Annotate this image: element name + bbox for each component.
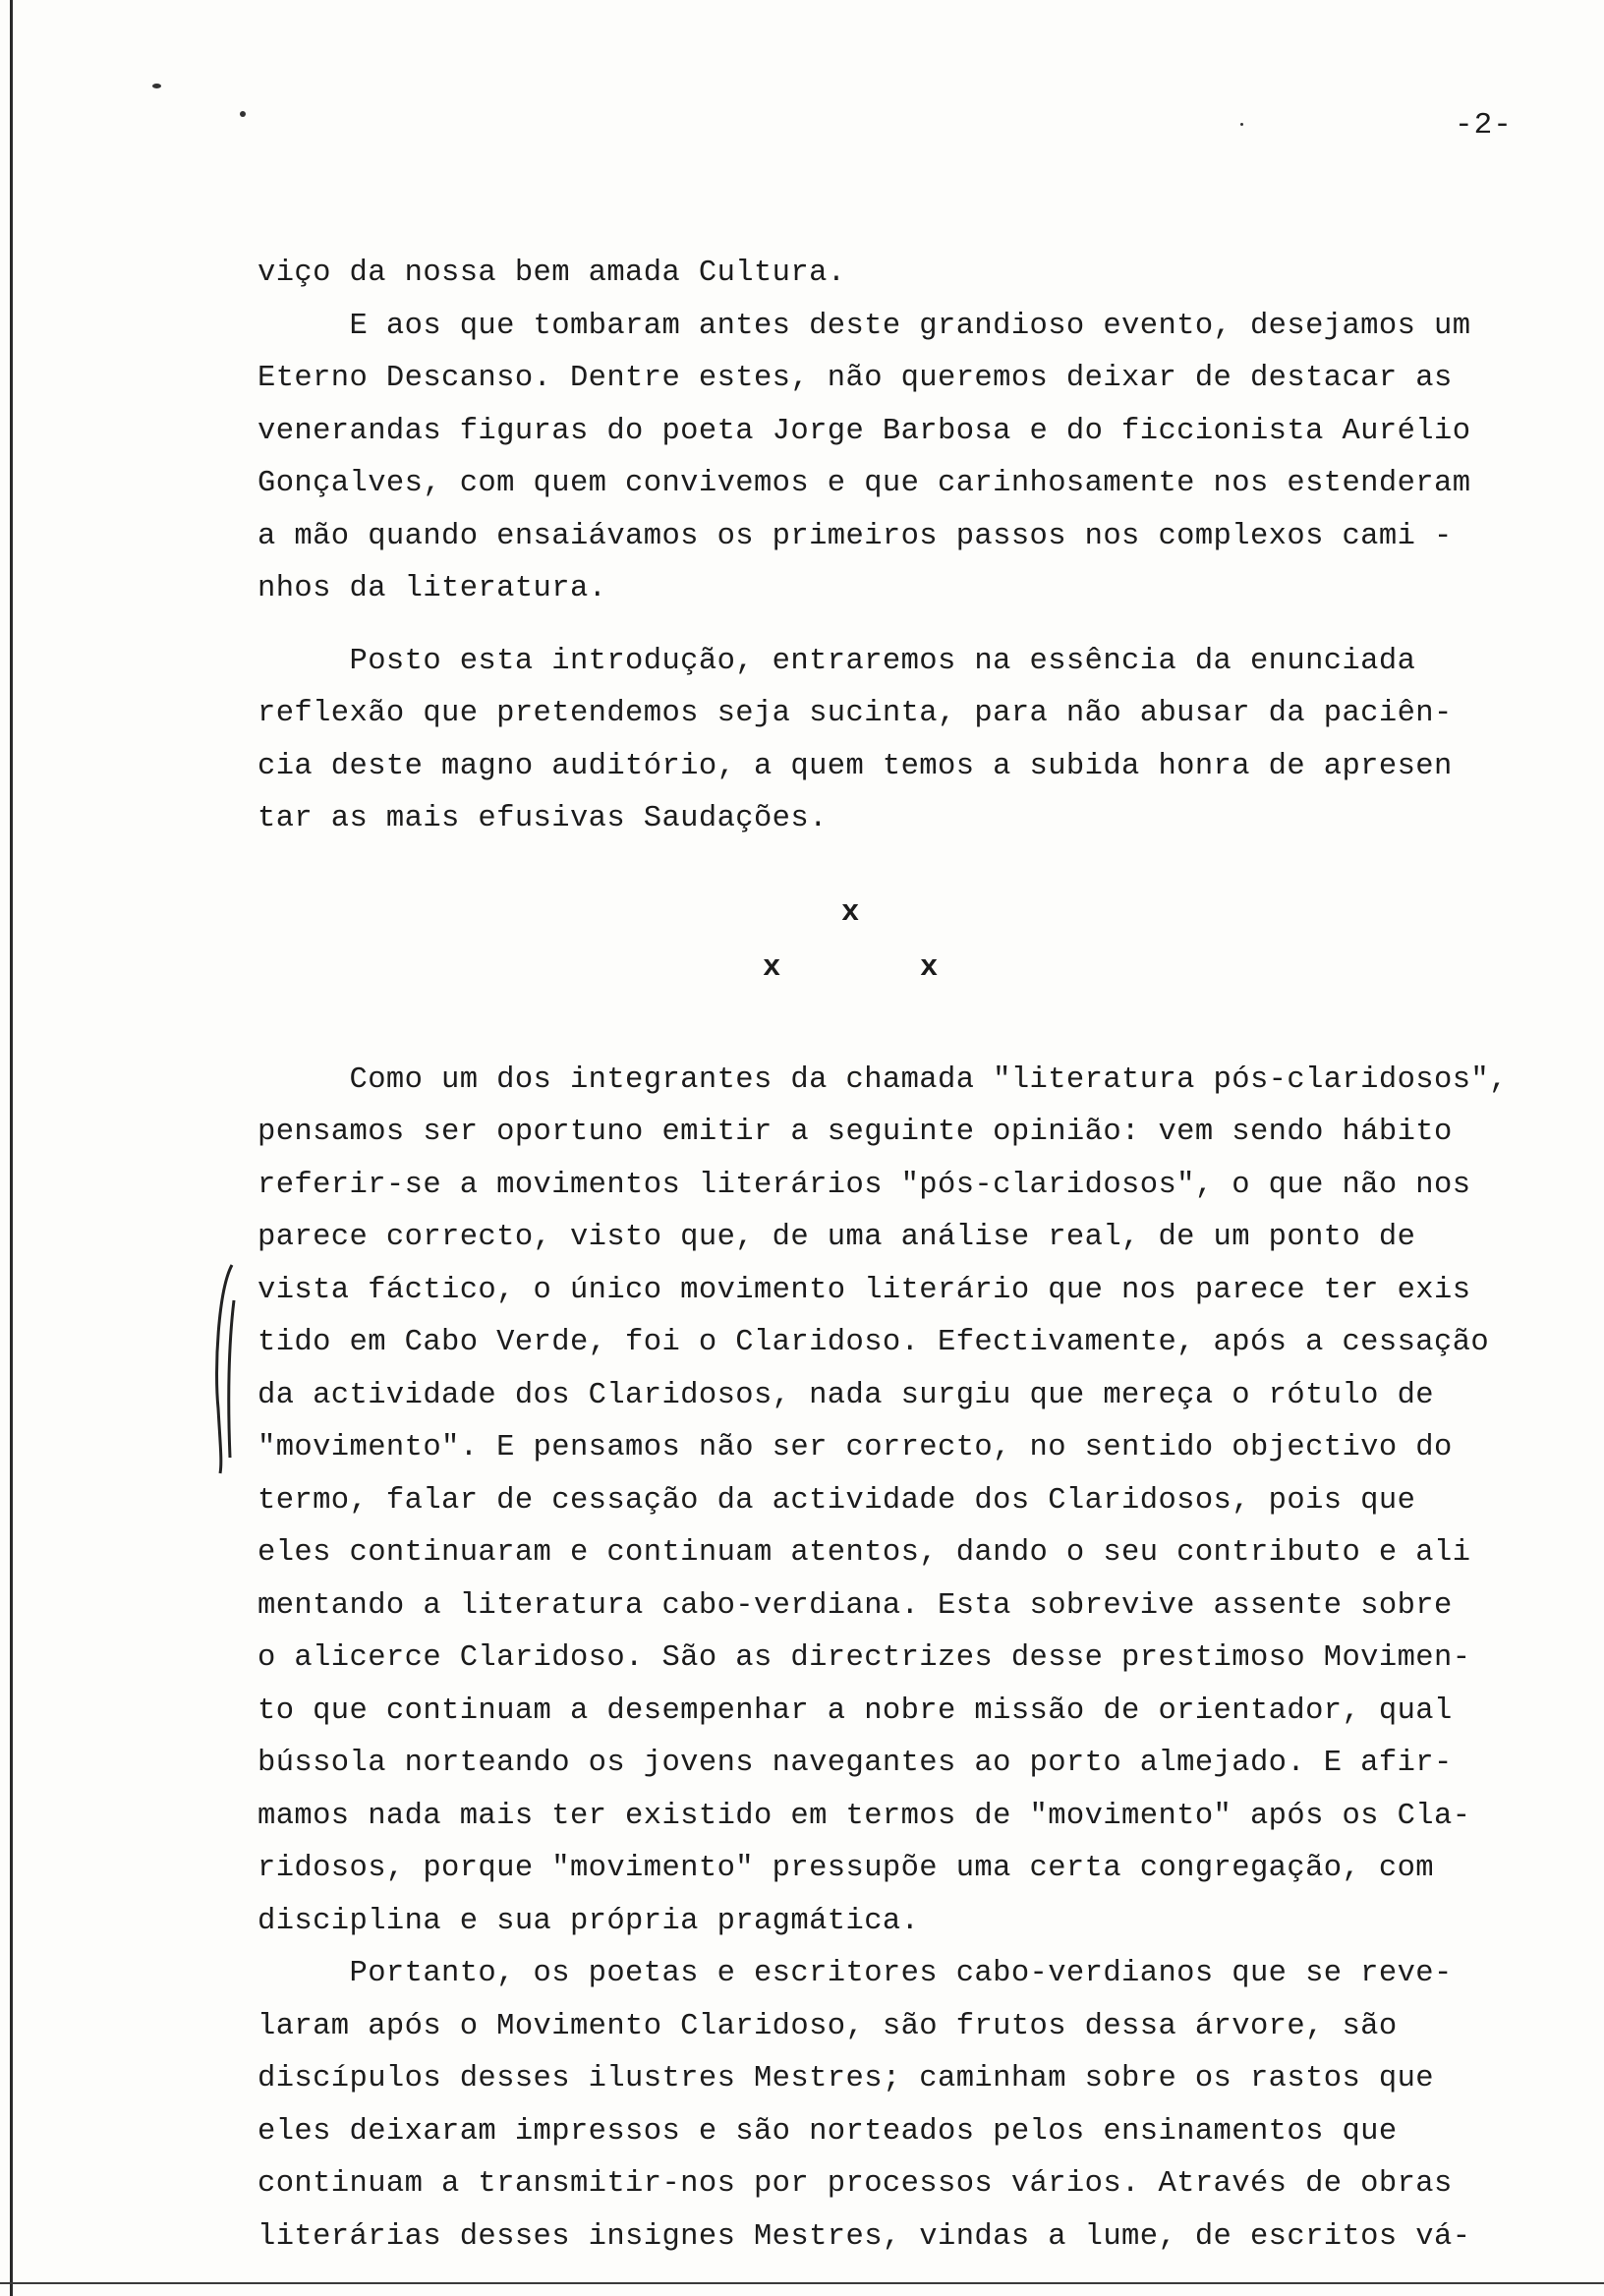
scan-speck (240, 111, 246, 117)
text-line: pensamos ser oportuno emitir a seguinte opinião: vem sendo hábito (258, 1116, 1453, 1149)
paragraph-posto (258, 636, 1565, 846)
separator-mark: x (920, 950, 939, 985)
text-line: discípulos desses ilustres Mestres; caminham sobre os rastos que (258, 2062, 1434, 2095)
text-line: viço da nossa bem amada Cultura. (258, 257, 846, 290)
separator-mark: x (841, 895, 860, 930)
text-line: venerandas figuras do poeta Jorge Barbosa e do ficcionista Aurélio (258, 414, 1471, 448)
text-line: parece correcto, visto que, de uma análise real, de um ponto de (258, 1221, 1416, 1254)
text-line: vista fáctico, o único movimento literário que nos parece ter exis (258, 1273, 1471, 1307)
paragraph-portanto (258, 1948, 1565, 2264)
text-line: eles continuaram e continuam atentos, dando o seu contributo e ali (258, 1536, 1471, 1570)
text-line: Portanto, os poetas e escritores cabo-verdianos que se reve- (258, 1957, 1453, 1990)
margin-bracket-annotation (210, 1261, 240, 1477)
text-line: referir-se a movimentos literários "pós-claridosos", o que não nos (258, 1168, 1471, 1202)
text-line: ridosos, porque "movimento" pressupõe uma certa congregação, com (258, 1852, 1434, 1885)
separator-mark: x (763, 950, 781, 985)
section-separator (258, 941, 1565, 996)
text-line: mamos nada mais ter existido em termos de "movimento" após os Cla- (258, 1799, 1471, 1833)
text-line: to que continuam a desempenhar a nobre missão de orientador, qual (258, 1693, 1453, 1728)
text-line: Gonçalves, com quem convivemos e que carinhosamente nos estenderam (258, 467, 1471, 500)
text-line: tar as mais efusivas Saudações. (258, 802, 828, 835)
text-line: continuam a transmitir-nos por processos vários. Através de obras (258, 2167, 1453, 2201)
text-line: laram após o Movimento Claridoso, são frutos dessa árvore, são (258, 2009, 1398, 2043)
text-line: nhos da literatura. (258, 572, 607, 605)
text-line: "movimento". E pensamos não ser correcto, no sentido objectivo do (258, 1431, 1453, 1464)
text-line: Posto esta introdução, entraremos na essência da enunciada (258, 644, 1416, 678)
text-line: cia deste magno auditório, a quem temos a subida honra de apresen (258, 749, 1453, 783)
text-line: bússola norteando os jovens navegantes ao porto almejado. E afir- (258, 1747, 1453, 1780)
paragraph-intro-end (258, 248, 1565, 301)
text-line: tido em Cabo Verde, foi o Claridoso. Efectivamente, após a cessação (258, 1326, 1490, 1359)
paragraph-tribute (258, 301, 1565, 616)
text-line: eles deixaram impressos e são norteados pelos ensinamentos que (258, 2114, 1398, 2149)
text-line: Como um dos integrantes da chamada "literatura pós-claridosos", (258, 1062, 1508, 1097)
page-number: -2- (1455, 108, 1513, 143)
text-line: Eterno Descanso. Dentre estes, não queremos deixar de destacar as (258, 362, 1453, 395)
text-line: mentando a literatura cabo-verdiana. Esta sobrevive assente sobre (258, 1588, 1453, 1623)
scan-speck (1240, 123, 1243, 126)
text-line: reflexão que pretendemos seja sucinta, para não abusar da paciên- (258, 697, 1453, 730)
scan-speck (152, 84, 161, 88)
scan-edge-left (10, 0, 13, 2296)
section-separator (258, 886, 1565, 941)
text-line: termo, falar de cessação da actividade dos Claridosos, pois que (258, 1483, 1416, 1518)
text-line: a mão quando ensaiávamos os primeiros passos nos complexos cami - (258, 519, 1453, 553)
text-line: E aos que tombaram antes deste grandioso evento, desejamos um (258, 309, 1471, 343)
paragraph-como (258, 1055, 1565, 1949)
text-line: da actividade dos Claridosos, nada surgiu que mereça o rótulo de (258, 1378, 1434, 1412)
text-line: o alicerce Claridoso. São as directrizes desse prestimoso Movimen- (258, 1641, 1471, 1675)
scan-edge-bottom (0, 2282, 1604, 2284)
text-line: literárias desses insignes Mestres, vindas a lume, de escritos vá- (258, 2219, 1471, 2254)
text-line: disciplina e sua própria pragmática. (258, 1904, 920, 1938)
document-body (258, 248, 1565, 2264)
